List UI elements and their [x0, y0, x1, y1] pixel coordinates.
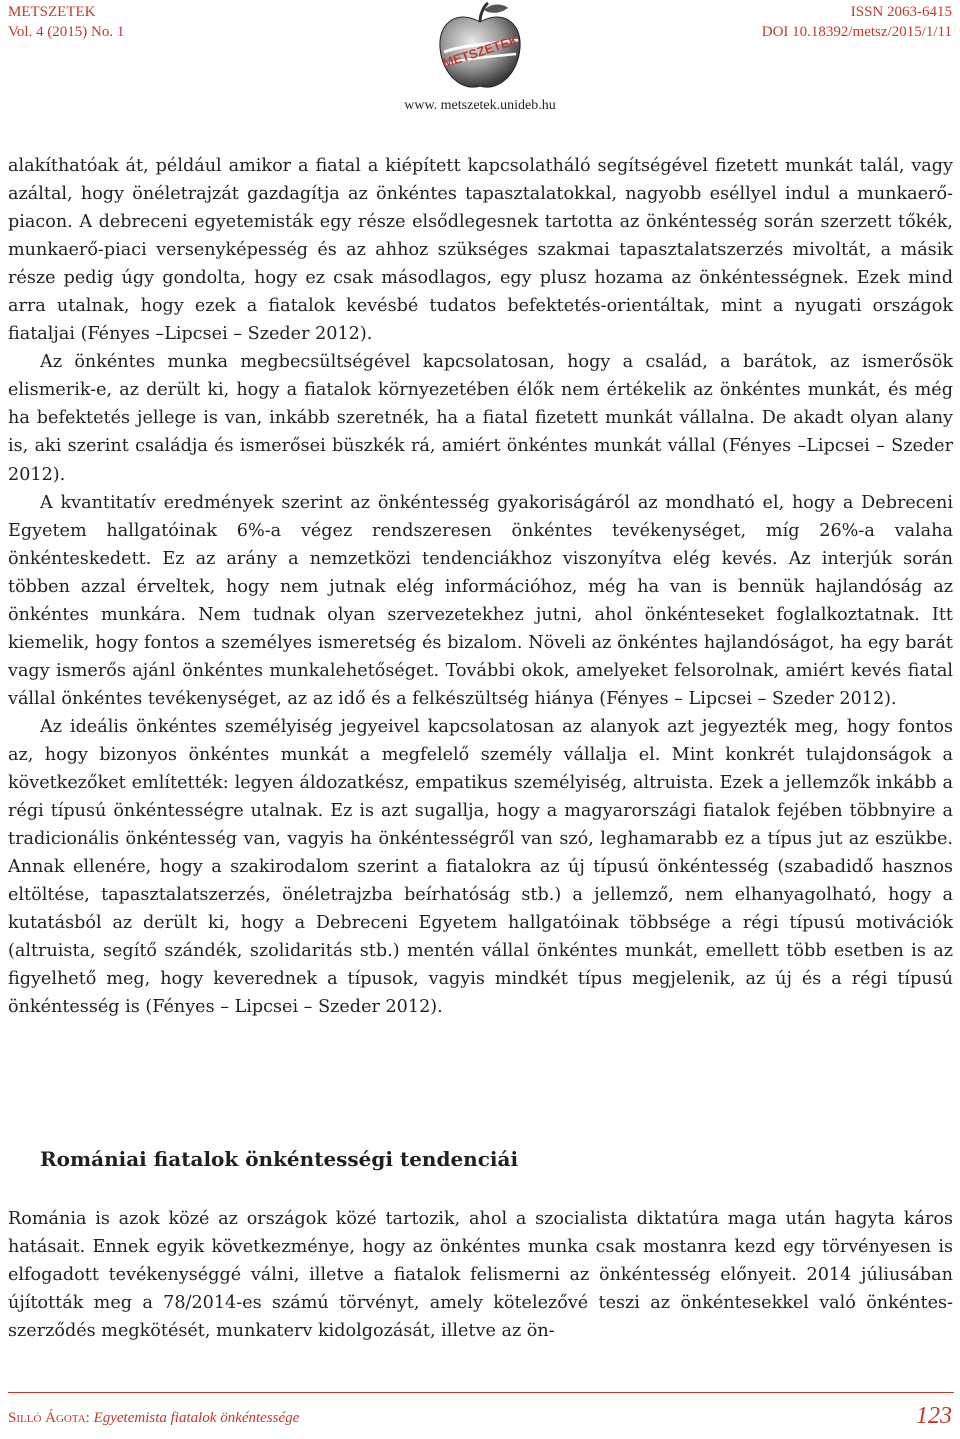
- journal-volume: Vol. 4 (2015) No. 1: [8, 24, 125, 40]
- section-paragraph: Románia is azok közé az országok közé tartozik, ahol a szocialista diktatúra maga után hagyta káros hatásait. Ennek egyik következménye, hogy az önkéntes munka csak mostanra kezd egy törvényesen is elfogadott tevékenységgé válni, illetve a fiatalok felismerni az önkéntesség előnyeit. 2014 júliusában újították meg a 78/2014-es számú törvényt, amely kötelezővé teszi az önkéntesekkel való önkéntes-szerződés megkötését, munkaterv kidolgozását, illetve az ön-: [8, 1209, 953, 1342]
- apple-logo-icon: [430, 0, 530, 96]
- body-paragraph: alakíthatóak át, például amikor a fiatal a kiépített kapcsolatháló segítségével fizetett munkát talál, vagy azáltal, hogy önéletrajzát gazdagítja az önkéntes tapasztalatokkal, nagyobb eséllyel indul a munkaerő-piacon. A debreceni egyetemisták egy része elsődlegesnek tartotta az önkéntesség során szerzett tőkék, munkaerő-piaci versenyképesség és az ahhoz szükséges szakmai tapasztalatszerzés mivoltát, a másik része pedig úgy gondolta, hogy ez csak másodlagos, egy plusz hozama az önkéntességnek. Ezek mind arra utalnak, hogy ezek a fiatalok kevésbé tudatos befektetés-orientáltak, mint a nyugati országok fiataljai (Fényes –Lipcsei – Szeder 2012).: [8, 156, 953, 345]
- running-header-right: [762, 2, 952, 42]
- section-heading: Romániai fiatalok önkéntességi tendenciái: [40, 1147, 519, 1171]
- footer-article-title: Egyetemista fiatalok önkéntessége: [93, 1410, 300, 1426]
- article-body: [8, 152, 953, 1021]
- page-number: 123: [916, 1403, 952, 1429]
- logo-lettering: METSZETEK: [440, 32, 521, 71]
- footer-divider: [8, 1392, 954, 1393]
- footer-author: Silló Ágota:: [8, 1410, 90, 1426]
- body-paragraph: A kvantitatív eredmények szerint az önkéntesség gyakoriságáról az mondható el, hogy a Debreceni Egyetem hallgatóinak 6%-a végez rendszeresen önkéntes tevékenységet, míg 26%-a valaha önkénteskedett. Ez az arány a nemzetközi tendenciákhoz viszonyítva elég kevés. Az interjúk során többen azzal érveltek, hogy nem jutnak elég információhoz, még ha van is bennük hajlandóság az önkéntes munkára. Nem tudnak olyan szervezetekhez jutni, ahol önkénteseket foglalkoztatnak. Itt kiemelik, hogy fontos a személyes ismeretség és bizalom. Növeli az önkéntes hajlandóságot, ha egy barát vagy ismerős ajánl önkéntes munkalehetőséget. További okok, amelyeket felsorolnak, amiért kevés fiatal vállal önkéntes tevékenységet, az az idő és a felkészültség hiánya (Fényes – Lipcsei – Szeder 2012).: [8, 492, 953, 709]
- running-footer: [8, 1410, 299, 1427]
- body-paragraph: Az önkéntes munka megbecsültségével kapcsolatosan, hogy a család, a barátok, az ismerősök elismerik-e, az derült ki, hogy a fiatalok környezetében élők nem értékelik az önkéntes munkát, és még ha befektetés jellege is van, inkább szeretnék, ha a fiatal fizetett munkát vállalna. De akadt olyan alany is, aki szerint családja és ismerősei büszkék rá, amiért önkéntes munkát vállal (Fényes –Lipcsei – Szeder 2012).: [8, 352, 953, 485]
- journal-url[interactable]: www. metszetek.unideb.hu: [404, 98, 556, 113]
- section-body: [8, 1205, 953, 1345]
- journal-logo: [430, 0, 530, 96]
- journal-issn: ISSN 2063-6415: [850, 4, 952, 20]
- running-header-left: [8, 2, 124, 42]
- article-doi[interactable]: DOI 10.18392/metsz/2015/1/11: [761, 24, 952, 40]
- journal-name: METSZETEK: [8, 4, 96, 20]
- body-paragraph: Az ideális önkéntes személyiség jegyeivel kapcsolatosan az alanyok azt jegyezték meg, hogy fontos az, hogy bizonyos önkéntes munkát a megfelelő személy vállalja el. Mint konkrét tulajdonságok a következőket említették: legyen áldozatkész, empatikus személyiség, altruista. Ezek a jellemzők inkább a régi típusú önkéntességre utalnak. Ez is azt sugallja, hogy a magyarországi fiatalok fejében többnyire a tradicionális önkéntesség van, vagyis ha önkéntességről van szó, leghamarabb ez a típus jut az eszükbe. Annak ellenére, hogy a szakirodalom szerint a fiatalokra az új típusú önkéntesség (szabadidő hasznos eltöltése, tapasztalatszerzés, önéletrajzba beírhatóság stb.) a jellemző, nem elhanyagolható, hogy a kutatásból az derült ki, hogy a Debreceni Egyetem hallgatóinak többsége a régi típusú motivációk (altruista, segítő szándék, szolidaritás stb.) mentén vállal önkéntes munkát, emellett több esetben is az figyelhető meg, hogy keverednek a típusok, vagyis mindkét típus megjelenik, az új és a régi típusú önkéntesség is (Fényes – Lipcsei – Szeder 2012).: [8, 716, 953, 1018]
